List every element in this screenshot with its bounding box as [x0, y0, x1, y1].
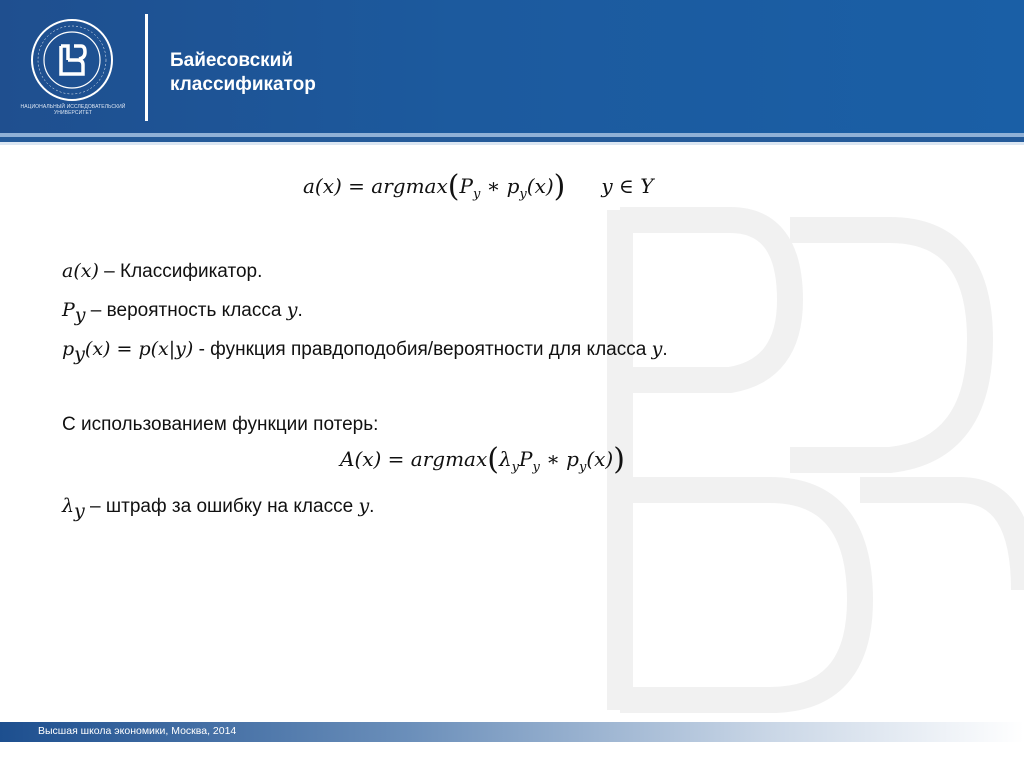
- definition-math: (x) = p(x|y): [84, 338, 194, 360]
- definition-math: y: [651, 338, 663, 360]
- university-logo-icon: [30, 18, 114, 102]
- logo-caption: [18, 104, 128, 116]
- formula-var: p: [566, 447, 579, 471]
- definition-end: .: [369, 496, 375, 517]
- slide-title-line: Байесовский: [170, 50, 294, 71]
- logo-caption-line: УНИВЕРСИТЕТ: [53, 110, 93, 116]
- definition-line: [62, 493, 374, 524]
- definition-math: y: [358, 495, 370, 517]
- definition-math: y: [286, 299, 298, 321]
- definition-sub: y: [74, 304, 86, 326]
- definition-end: .: [662, 339, 668, 360]
- header-bar: [0, 0, 1024, 133]
- formula-sub: y: [511, 460, 520, 475]
- formula-arg: (x): [526, 174, 554, 198]
- paren-close: ): [613, 442, 625, 477]
- formula-operator: ∗: [480, 174, 507, 198]
- definition-math: P: [62, 299, 75, 321]
- bayes-classifier-formula: [303, 169, 654, 204]
- definition-text: – Классификатор.: [98, 261, 263, 282]
- formula-sub: y: [472, 187, 481, 202]
- slide-title-line: классификатор: [170, 74, 316, 95]
- formula-arg: (x): [586, 447, 614, 471]
- definition-sub: y: [74, 343, 85, 365]
- slide-title: [170, 49, 470, 97]
- formula-var: P: [519, 447, 533, 471]
- definition-math: a(x): [62, 260, 99, 282]
- definition-math: p: [62, 338, 75, 360]
- definition-line: [62, 336, 668, 367]
- paren-close: ): [553, 169, 566, 204]
- definition-sub: y: [74, 500, 85, 522]
- formula-var: p: [506, 174, 520, 198]
- formula-operator: ∗: [539, 447, 567, 471]
- formula-var: P: [459, 174, 473, 198]
- formula-var: λ: [498, 447, 512, 471]
- definition-text: – вероятность класса: [85, 300, 287, 321]
- formula-condition: y ∈ Y: [601, 174, 654, 198]
- definition-text: – штраф за ошибку на классе: [84, 496, 359, 517]
- header-divider: [145, 14, 148, 121]
- formula-lhs: a(x) = argmax: [303, 174, 448, 198]
- loss-classifier-formula: [340, 442, 625, 477]
- logo-caption-line: НАЦИОНАЛЬНЫЙ ИССЛЕДОВАТЕЛЬСКИЙ: [20, 104, 126, 110]
- paren-open: (: [447, 169, 460, 204]
- slide-content: [0, 150, 1024, 720]
- definition-text: - функция правдоподобия/вероятности для класса: [193, 339, 652, 360]
- definition-math: λ: [62, 495, 75, 517]
- footer-text: Высшая школа экономики, Москва, 2014: [38, 725, 237, 737]
- definition-line: [62, 258, 262, 285]
- loss-heading: С использованием функции потерь:: [62, 414, 379, 435]
- paren-open: (: [487, 442, 499, 477]
- formula-sub: y: [578, 460, 587, 475]
- formula-lhs: A(x) = argmax: [340, 447, 488, 471]
- formula-sub: y: [519, 187, 527, 202]
- header-stripe: [0, 142, 1024, 145]
- definition-line: [62, 297, 303, 328]
- formula-sub: y: [532, 460, 540, 475]
- definition-end: .: [297, 300, 303, 321]
